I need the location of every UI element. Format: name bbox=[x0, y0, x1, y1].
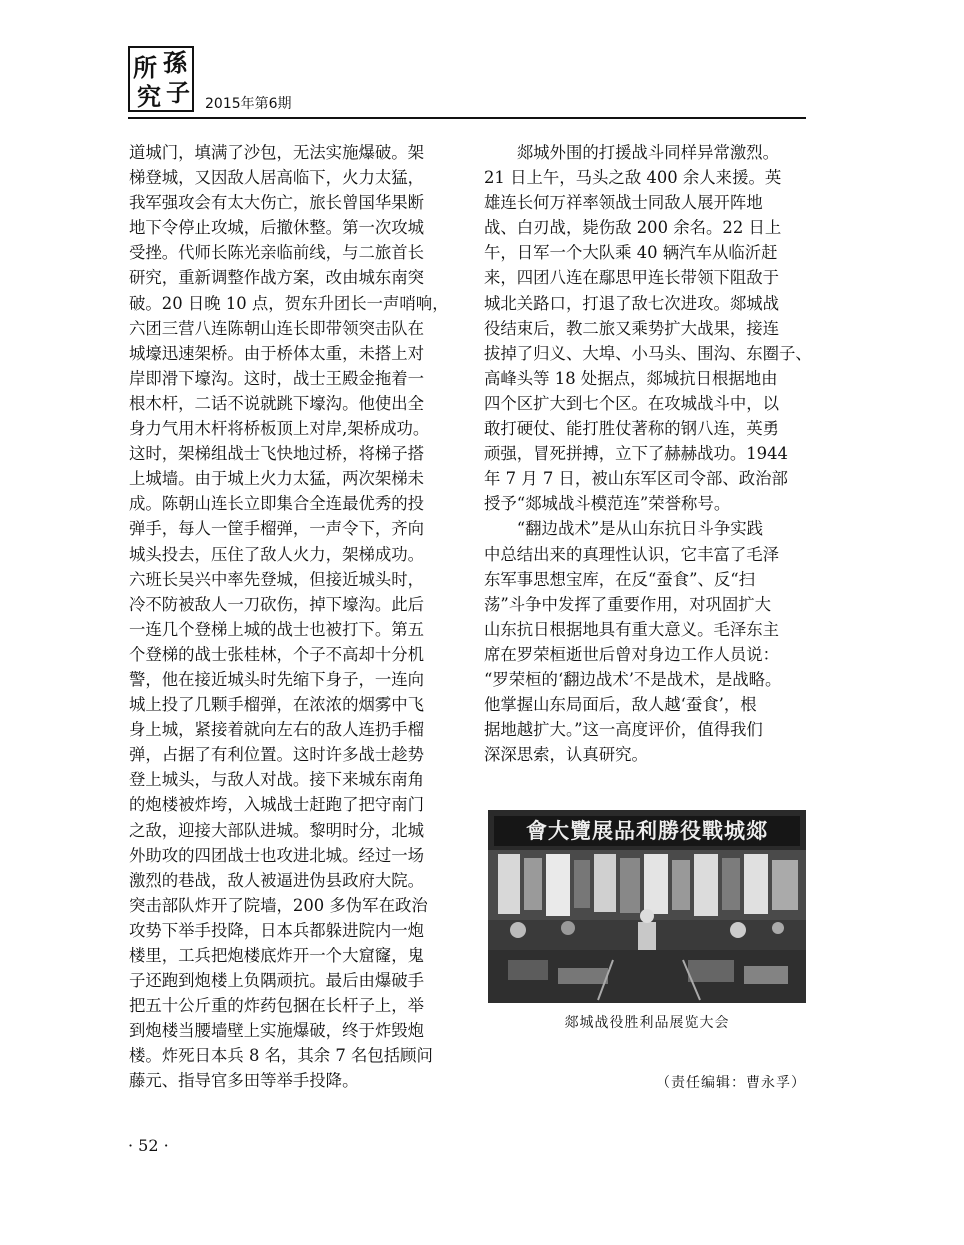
text-line: 破。20 日晚 10 点，贺东升团长一声哨响， bbox=[129, 293, 449, 313]
text-line: 战、白刃战，毙伤敌 200 余名。22 日上 bbox=[484, 218, 782, 238]
text-line: 六班长吴兴中率先登城，但接近城头时， bbox=[129, 569, 425, 589]
header-rule bbox=[128, 117, 806, 119]
right-column bbox=[484, 140, 812, 767]
text-line: 激烈的巷战，敌人被逼进伪县政府大院。 bbox=[129, 870, 425, 890]
text-line: 他掌握山东局面后，敌人越‘蚕食’，根 bbox=[484, 695, 757, 715]
text-line: 四个区扩大到七个区。在攻城战斗中，以 bbox=[484, 393, 780, 413]
text-line: 研究，重新调整作战方案，改由城东南突 bbox=[129, 268, 425, 288]
text-line: 身力气用木杆将桥板顶上对岸,架桥成功。 bbox=[129, 419, 430, 439]
journal-logo bbox=[128, 46, 194, 112]
text-line: 地下令停止攻城，后撤休整。第一次攻城 bbox=[129, 218, 425, 238]
text-line: 受挫。代师长陈光亲临前线，与二旅首长 bbox=[129, 243, 425, 263]
text-line: 根木杆，二话不说就跳下壕沟。他使出全 bbox=[129, 393, 425, 413]
text-line: 道城门，填满了沙包，无法实施爆破。架 bbox=[129, 143, 425, 162]
text-line: 外助攻的四团战士也攻进北城。经过一场 bbox=[129, 845, 425, 865]
text-line: 弹手，每人一筐手榴弹，一声令下，齐向 bbox=[129, 519, 425, 539]
photo-caption: 郯城战役胜利品展览大会 bbox=[564, 1015, 730, 1031]
logo-char: 孫 bbox=[163, 48, 187, 77]
text-line: 警，他在接近城头时先缩下身子，一连向 bbox=[129, 669, 425, 689]
logo-char: 究 bbox=[137, 82, 161, 111]
text-line: 深深思索，认真研究。 bbox=[484, 745, 648, 765]
text-line: 楼里，工兵把炮楼底炸开一个大窟窿，鬼 bbox=[129, 946, 425, 965]
text-line: 拔掉了归义、大埠、小马头、围沟、东圈子、 bbox=[484, 343, 812, 363]
text-line: 顽强，冒死拼搏，立下了赫赫战功。1944 bbox=[484, 444, 788, 464]
text-line: 梯登城，又因敌人居高临下，火力太猛， bbox=[129, 168, 425, 188]
text-line: 藤元、指导官多田等举手投降。 bbox=[129, 1071, 359, 1091]
logo-char: 所 bbox=[133, 53, 157, 82]
text-line: 攻势下举手投降，日本兵都躲进院内一炮 bbox=[129, 920, 425, 940]
text-line: 敢打硬仗、能打胜仗著称的钢八连，英勇 bbox=[484, 419, 780, 439]
text-line: 城北关路口，打退了敌七次进攻。郯城战 bbox=[484, 293, 780, 313]
photo-scene bbox=[488, 810, 806, 1003]
text-line: 荡”斗争中发挥了重要作用，对巩固扩大 bbox=[484, 594, 772, 614]
text-line: 午，日军一个大队乘 40 辆汽车从临沂赶 bbox=[484, 243, 778, 263]
text-line: “翻边战术”是从山东抗日斗争实践 bbox=[484, 519, 764, 539]
text-line: 城上投了几颗手榴弹，在浓浓的烟雾中飞 bbox=[129, 695, 425, 715]
photo-banner: 會大覽展品利勝役戰城郯 bbox=[526, 818, 768, 843]
text-line: 的炮楼被炸垮，入城战士赶跑了把守南门 bbox=[129, 795, 425, 815]
text-line: 上城墙。由于城上火力太猛，两次架梯未 bbox=[129, 469, 425, 489]
text-line: 弹，占据了有利位置。这时许多战士趁势 bbox=[129, 745, 425, 765]
left-column bbox=[129, 140, 451, 1094]
text-line: “罗荣桓的‘翻边战术’不是战术，是战略。 bbox=[484, 669, 782, 689]
text-line: 身上城，紧接着就向左右的敌人连扔手榴 bbox=[129, 720, 425, 740]
text-line: 高峰头等 18 处据点，郯城抗日根据地由 bbox=[484, 368, 778, 388]
text-line: 年 7 月 7 日，被山东军区司令部、政治部 bbox=[484, 469, 788, 489]
text-line: 郯城外围的打援战斗同样异常激烈。 bbox=[484, 143, 780, 162]
text-line: 把五十公斤重的炸药包捆在长杆子上，举 bbox=[129, 996, 425, 1016]
logo-char: 子 bbox=[166, 78, 190, 107]
text-line: 席在罗荣桓逝世后曾对身边工作人员说： bbox=[484, 644, 780, 664]
text-line: 城壕迅速架桥。由于桥体太重，未搭上对 bbox=[129, 343, 425, 363]
text-line: 突击部队炸开了院墙，200 多伪军在政治 bbox=[129, 895, 428, 915]
text-line: 21 日上午，马头之敌 400 余人来援。英 bbox=[484, 168, 782, 188]
text-line: 个登梯的战士张桂林，个子不高却十分机 bbox=[129, 644, 425, 664]
text-line: 六团三营八连陈朝山连长即带领突击队在 bbox=[129, 318, 425, 338]
page-number: · 52 · bbox=[128, 1136, 169, 1155]
text-line: 东军事思想宝库，在反“蚕食”、反“扫 bbox=[484, 569, 755, 589]
text-line: 到炮楼当腰墙壁上实施爆破，终于炸毁炮 bbox=[129, 1021, 425, 1041]
text-line: 岸即滑下壕沟。这时，战士王殿金拖着一 bbox=[129, 368, 425, 388]
text-line: 据地越扩大。”这一高度评价，值得我们 bbox=[484, 720, 763, 740]
text-line: 山东抗日根据地具有重大意义。毛泽东主 bbox=[484, 619, 780, 639]
text-line: 城头投去，压住了敌人火力，架梯成功。 bbox=[129, 544, 425, 564]
editor-note: （责任编辑：曹永孚） bbox=[656, 1075, 806, 1091]
text-line: 楼。炸死日本兵 8 名，其余 7 名包括顾问 bbox=[129, 1046, 433, 1066]
exhibition-photo bbox=[488, 810, 806, 1003]
text-line: 登上城头，与敌人对战。接下来城东南角 bbox=[129, 770, 425, 790]
text-line: 冷不防被敌人一刀砍伤，掉下壕沟。此后 bbox=[129, 594, 425, 614]
issue-label: 2015年第6期 bbox=[205, 96, 292, 112]
text-line: 这时，架梯组战士飞快地过桥，将梯子搭 bbox=[129, 444, 425, 464]
text-line: 来，四团八连在鄢思甲连长带领下阻敌于 bbox=[484, 268, 780, 288]
text-line: 之敌，迎接大部队进城。黎明时分，北城 bbox=[129, 820, 425, 840]
text-line: 子还跑到炮楼上负隅顽抗。最后由爆破手 bbox=[129, 971, 425, 991]
text-line: 中总结出来的真理性认识，它丰富了毛泽 bbox=[484, 544, 780, 564]
text-line: 我军强攻会有太大伤亡，旅长曾国华果断 bbox=[129, 193, 425, 213]
text-line: 成。陈朝山连长立即集合全连最优秀的投 bbox=[129, 494, 425, 514]
text-line: 役结束后，教二旅又乘势扩大战果，接连 bbox=[484, 318, 780, 338]
text-line: 雄连长何万祥率领战士同敌人展开阵地 bbox=[484, 193, 763, 213]
text-line: 授予“郯城战斗模范连”荣誉称号。 bbox=[484, 494, 731, 514]
text-line: 一连几个登梯上城的战士也被打下。第五 bbox=[129, 619, 425, 639]
